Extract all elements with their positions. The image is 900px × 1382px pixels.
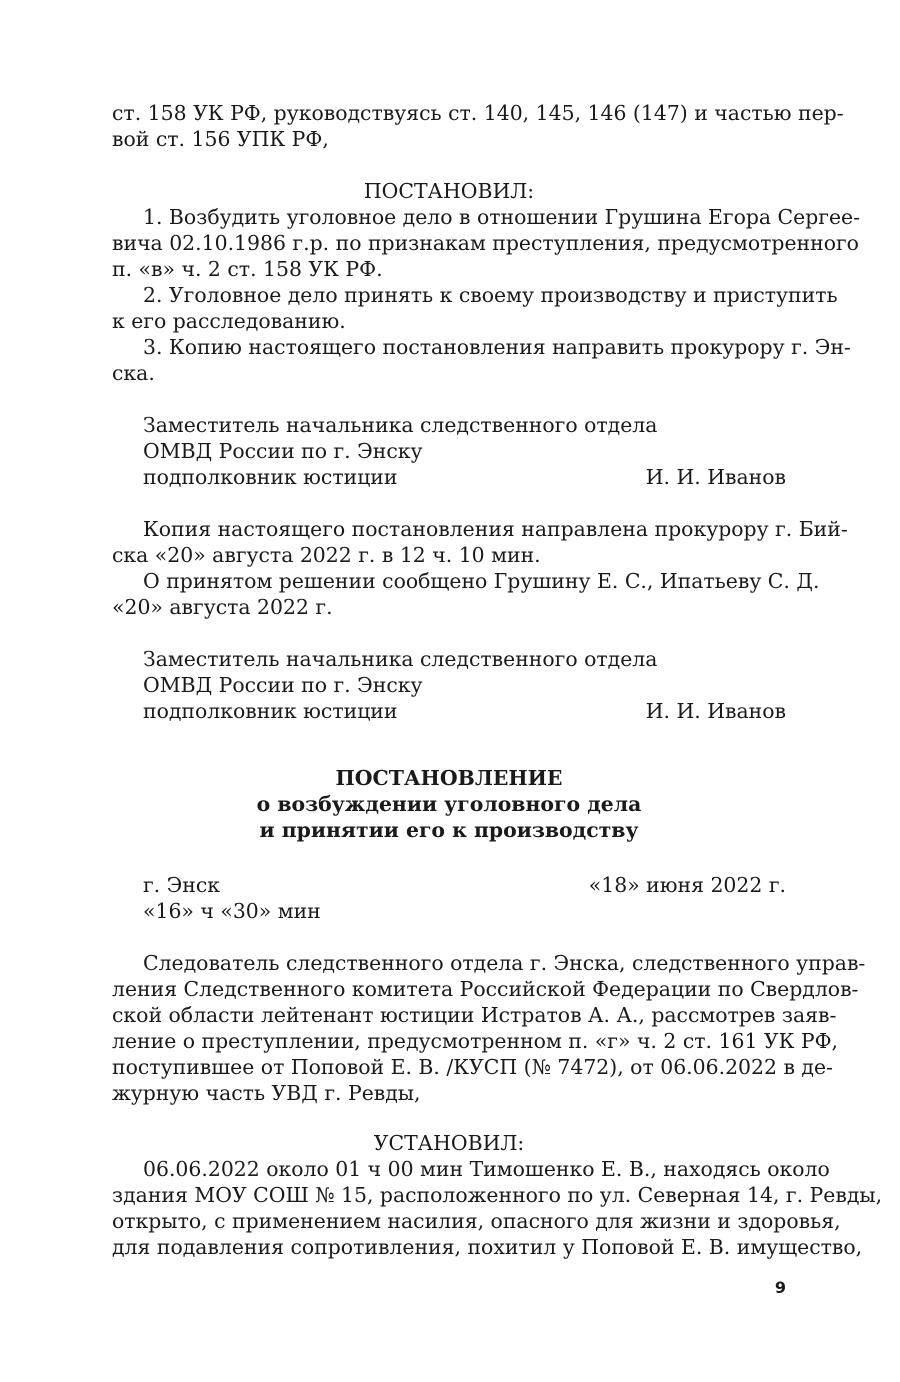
copy-note-line-2: ска «20» августа 2022 г. в 12 ч. 10 мин. xyxy=(112,543,541,567)
signature2-name: И. И. Иванов xyxy=(645,699,786,723)
resolution-item-3: 3. Копию настоящего постановления направить прокурору г. Эн- xyxy=(143,335,851,359)
established-heading: УСТАНОВИЛ: xyxy=(373,1131,525,1155)
document-place: г. Энск xyxy=(143,873,221,897)
preamble-line-2: ления Следственного комитета Российской Федерации по Свердлов- xyxy=(112,977,859,1001)
resolution-item-1-end: п. «в» ч. 2 ст. 158 УК РФ. xyxy=(112,257,383,281)
signature1-position-2: ОМВД России по г. Энску xyxy=(143,439,423,463)
body-line-1: 06.06.2022 около 01 ч 00 мин Тимошенко Е. В., находясь около xyxy=(143,1157,830,1181)
notify-line-1: О принятом решении сообщено Грушину Е. С., Ипатьеву С. Д. xyxy=(143,569,820,593)
notify-line-2: «20» августа 2022 г. xyxy=(112,595,333,619)
copy-note-line-1: Копия настоящего постановления направлена прокурору г. Бий- xyxy=(143,517,848,541)
document-title: ПОСТАНОВЛЕНИЕ xyxy=(335,766,563,790)
preamble-line-3: ской области лейтенант юстиции Истратов А. А., рассмотрев заяв- xyxy=(112,1003,837,1027)
resolved-heading: ПОСТАНОВИЛ: xyxy=(363,179,535,203)
resolution-item-1-cont: вича 02.10.1986 г.р. по признакам преступления, предусмотренного xyxy=(112,231,859,255)
signature2-position-1: Заместитель начальника следственного отдела xyxy=(143,647,658,671)
resolution-item-2: 2. Уголовное дело принять к своему производству и приступить xyxy=(143,283,838,307)
intro-line-2: вой ст. 156 УПК РФ, xyxy=(112,127,329,151)
preamble-line-5: поступившее от Поповой Е. В. /КУСП (№ 7472), от 06.06.2022 в де- xyxy=(112,1055,833,1079)
resolution-item-3-end: ска. xyxy=(112,361,155,385)
signature2-position-2: ОМВД России по г. Энску xyxy=(143,673,423,697)
document-date: «18» июня 2022 г. xyxy=(588,873,786,897)
preamble-line-4: ление о преступлении, предусмотренном п. «г» ч. 2 ст. 161 УК РФ, xyxy=(112,1029,839,1053)
signature1-rank: подполковник юстиции xyxy=(143,465,398,489)
resolution-item-2-end: к его расследованию. xyxy=(112,309,346,333)
intro-line-1: ст. 158 УК РФ, руководствуясь ст. 140, 145, 146 (147) и частью пер- xyxy=(112,101,844,125)
preamble-line-1: Следователь следственного отдела г. Энска, следственного управ- xyxy=(143,951,866,975)
body-line-2: здания МОУ СОШ № 15, расположенного по ул. Северная 14, г. Ревды, xyxy=(112,1183,883,1207)
signature1-position-1: Заместитель начальника следственного отдела xyxy=(143,413,658,437)
document-time: «16» ч «30» мин xyxy=(143,899,321,923)
preamble-line-6: журную часть УВД г. Ревды, xyxy=(112,1081,421,1105)
resolution-item-1: 1. Возбудить уголовное дело в отношении Грушина Егора Сергее- xyxy=(143,205,860,229)
signature1-name: И. И. Иванов xyxy=(645,465,786,489)
signature2-rank: подполковник юстиции xyxy=(143,699,398,723)
document-subtitle-2: и принятии его к производству xyxy=(259,818,639,842)
document-subtitle-1: о возбуждении уголовного дела xyxy=(256,792,642,816)
body-line-4: для подавления сопротивления, похитил у Поповой Е. В. имущество, xyxy=(112,1235,863,1259)
page-number: 9 xyxy=(774,1278,786,1297)
body-line-3: открыто, с применением насилия, опасного для жизни и здоровья, xyxy=(112,1209,841,1233)
